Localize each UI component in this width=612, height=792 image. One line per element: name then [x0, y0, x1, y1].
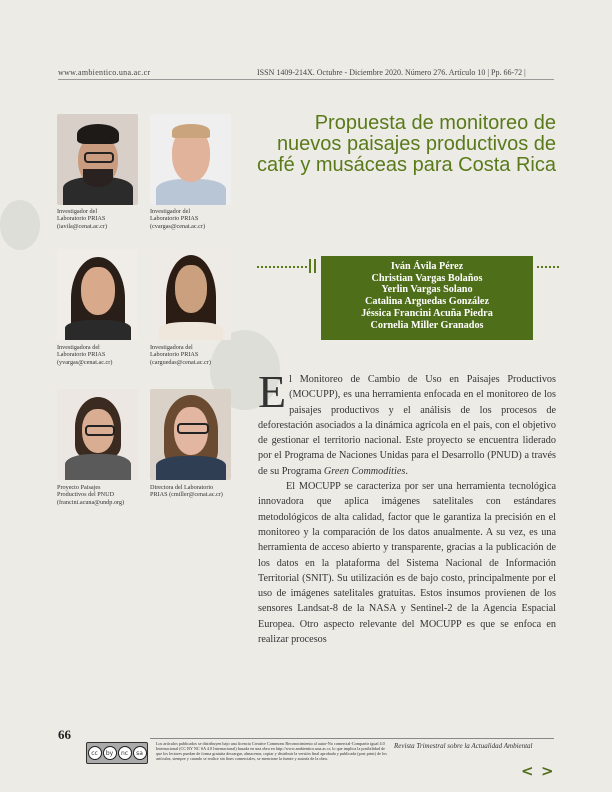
author-name: Yerlin Vargas Solano	[381, 284, 473, 296]
dropcap: E	[258, 366, 287, 417]
caption-author-3: Investigadora del Laboratorio PRIAS (yvargas@cenat.ac.cr)	[57, 344, 113, 366]
author-photo-5	[57, 389, 138, 480]
caption-author-6: Directora del Laboratorio PRIAS (cmiller@cenat.ac.cr)	[150, 484, 223, 499]
caption-author-4: Investigadora del Laboratorio PRIAS (carguedas@cenat.ac.cr)	[150, 344, 211, 366]
journal-name: Revista Trimestral sobre la Actualidad Ambiental	[394, 742, 533, 750]
paragraph-1: El Monitoreo de Cambio de Uso en Paisajes Productivos (MOCUPP), es una herramienta enfocada en el monitoreo de los paisajes productivos y el análisis de los procesos de deforestación asociados a la dinámica agrícola en el país, con el objetivo de gestionar el territorio nacional. Este proyecto se encuentra liderado por el Programa de Naciones Unidas para el Desarrollo (PNUD) a través de su Programa Green Commodities.	[258, 366, 556, 477]
caption-author-1: Investigador del Laboratorio PRIAS (iavila@cenat.ac.cr)	[57, 208, 108, 230]
author-name: Iván Ávila Pérez	[390, 261, 464, 272]
paragraph-2: El MOCUPP se caracteriza por ser una herramienta tecnológica innovadora que aplica imágenes satelitales con estándares metodológicos de alta calidad, factor que le garantiza la precisión en el monitoreo y la comparación de los datos anualmente. A su vez, es una herramienta de acceso abierto y transparente, gracias a la publicación de los datos en la plataforma del Sistema Nacional de Información Territorial (SNIT). Su utilización es de bajo costo, principalmente por el uso de imágenes satelitales gratuitas. Estos insumos provienen de los sensores Landsat-8 de la NASA y Sentinel-2 de la Agencia Espacial Europea. Otro aspecto relevante del MOCUPP es que se enfoca en realizar procesos	[258, 481, 556, 646]
issue-info: ISSN 1409-214X. Octubre - Diciembre 2020. Número 276. Artículo 10 | Pp. 66-72 |	[257, 68, 526, 77]
article-body	[258, 366, 556, 647]
footer-divider	[150, 738, 554, 739]
website-url[interactable]: www.ambientico.una.ac.cr	[58, 68, 151, 77]
caption-author-5: Proyecto Paisajes Productivos del PNUD (francini.acuna@undp.org)	[57, 484, 125, 506]
author-photo-3	[57, 249, 138, 340]
author-photo-1	[57, 114, 138, 205]
author-name: Cornelia Miller Granados	[370, 319, 484, 331]
dotted-rule-left	[257, 266, 307, 268]
author-photo-2	[150, 114, 231, 205]
author-name: Catalina Arguedas González	[365, 296, 489, 308]
nc-icon: nc	[118, 746, 132, 760]
author-list	[321, 256, 533, 340]
by-icon: by	[103, 746, 117, 760]
page-number: 66	[58, 727, 71, 742]
author-photo-4	[150, 249, 231, 340]
prev-page-button[interactable]: <	[521, 762, 534, 780]
author-photo-6	[150, 389, 231, 480]
author-name: Jéssica Francini Acuña Piedra	[361, 307, 493, 319]
caption-author-2: Investigador del Laboratorio PRIAS (cvargas@cenat.ac.cr)	[150, 208, 206, 230]
background-leaf	[0, 200, 40, 250]
license-text: Los artículos publicados se distribuyen bajo una licencia Creative Commons Reconocimiento al autor-No comercial-Compartir igual 4.0 Internacional (CC BY NC SA 4.0 Internacional) basada en una obra en http://www.ambientico.una.ac.cr, lo que implica la posibilidad de que los lectores puedan de forma gratuita descargar, almacenar, copiar y distribuir la versión final aprobada y publicada (post print) de los artículos, siempre y cuando se realice sin fines comerciales, se mencione la fuente y autoría de la obra.	[156, 741, 387, 761]
sa-icon: sa	[133, 746, 147, 760]
rule-mark	[314, 259, 316, 273]
next-page-button[interactable]: >	[541, 762, 554, 780]
article-title: Propuesta de monitoreo de nuevos paisajes productivos de café y musáceas para Costa Rica	[256, 112, 556, 176]
author-name: Christian Vargas Bolaños	[371, 272, 483, 284]
rule-mark	[309, 259, 311, 273]
dotted-rule-right	[537, 266, 559, 268]
header-divider	[58, 79, 554, 80]
cc-license-badge[interactable]	[86, 742, 148, 764]
cc-icon: cc	[88, 746, 102, 760]
